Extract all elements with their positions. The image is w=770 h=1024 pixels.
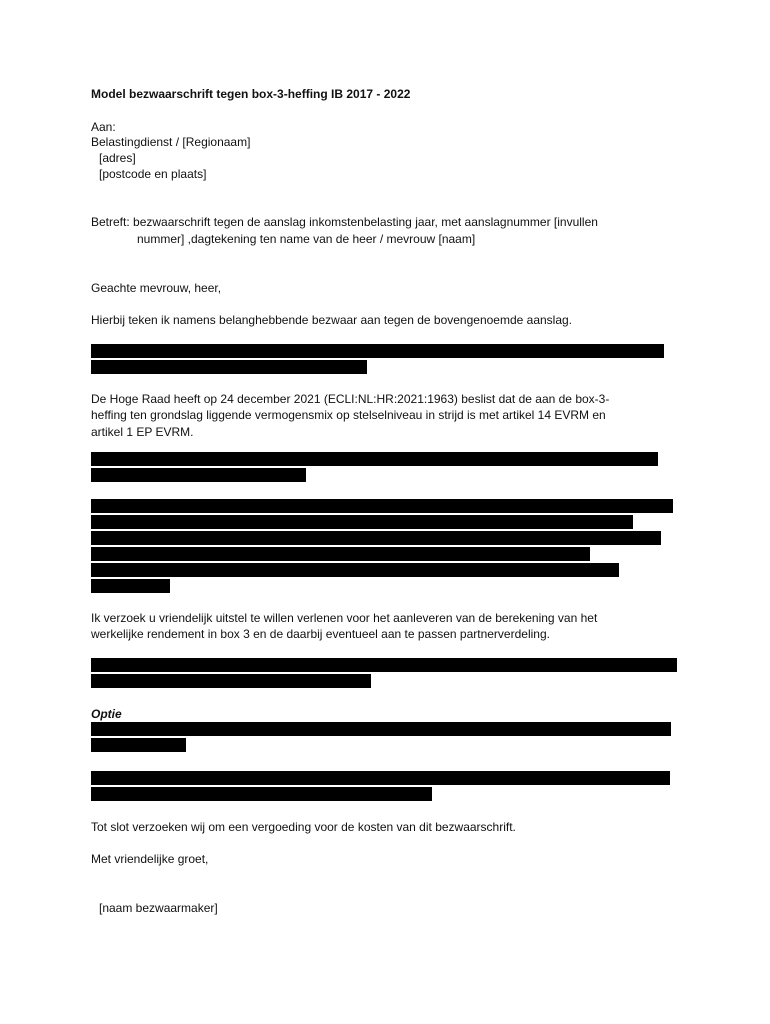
redaction-bar — [91, 547, 590, 561]
redaction-bar — [91, 499, 673, 513]
redaction-bar — [91, 722, 671, 736]
uitstel-line-1: Ik verzoek u vriendelijk uitstel te willen verlenen voor het aanleveren van de berekening van het — [91, 611, 598, 625]
redaction-bar — [91, 771, 670, 785]
redaction-bar — [91, 674, 371, 688]
hoge-raad-line-1: De Hoge Raad heeft op 24 december 2021 (ECLI:NL:HR:2021:1963) beslist dat de aan de box-3- — [91, 392, 610, 406]
postcode-placeholder: [postcode en plaats] — [99, 167, 207, 181]
redaction-bar — [91, 360, 367, 374]
redaction-bar — [91, 531, 661, 545]
redaction-bar — [91, 515, 633, 529]
uitstel-line-2: werkelijke rendement in box 3 en de daarbij eventueel aan te passen partnerverdeling. — [91, 627, 550, 641]
hoge-raad-line-2: heffing ten grondslag liggende vermogensmix op stelselniveau in strijd is met artikel 14 EVRM en — [91, 408, 606, 422]
aan-label: Aan: — [91, 120, 116, 134]
redaction-bar — [91, 468, 306, 482]
betreft-line-1: Betreft: bezwaarschrift tegen de aanslag inkomstenbelasting jaar, met aanslagnummer [invullen — [91, 215, 598, 229]
optie-heading: Optie — [91, 707, 122, 721]
salutation: Geachte mevrouw, heer, — [91, 281, 222, 295]
intro-paragraph: Hierbij teken ik namens belanghebbende bezwaar aan tegen de bovengenoemde aanslag. — [91, 313, 573, 327]
signature-placeholder: [naam bezwaarmaker] — [99, 901, 218, 915]
betreft-line-2: nummer] ,dagtekening ten name van de heer / mevrouw [naam] — [137, 232, 476, 246]
redaction-bar — [91, 452, 658, 466]
hoge-raad-line-3: artikel 1 EP EVRM. — [91, 425, 194, 439]
kosten-paragraph: Tot slot verzoeken wij om een vergoeding voor de kosten van dit bezwaarschrift. — [91, 820, 516, 834]
redaction-bar — [91, 658, 677, 672]
recipient-line: Belastingdienst / [Regionaam] — [91, 135, 251, 149]
redaction-bar — [91, 563, 619, 577]
redaction-bar — [91, 579, 170, 593]
closing: Met vriendelijke groet, — [91, 852, 209, 866]
redaction-bar — [91, 787, 432, 801]
redaction-bar — [91, 738, 186, 752]
document-title: Model bezwaarschrift tegen box-3-heffing IB 2017 - 2022 — [91, 87, 411, 101]
redaction-bar — [91, 344, 664, 358]
address-placeholder: [adres] — [99, 151, 136, 165]
